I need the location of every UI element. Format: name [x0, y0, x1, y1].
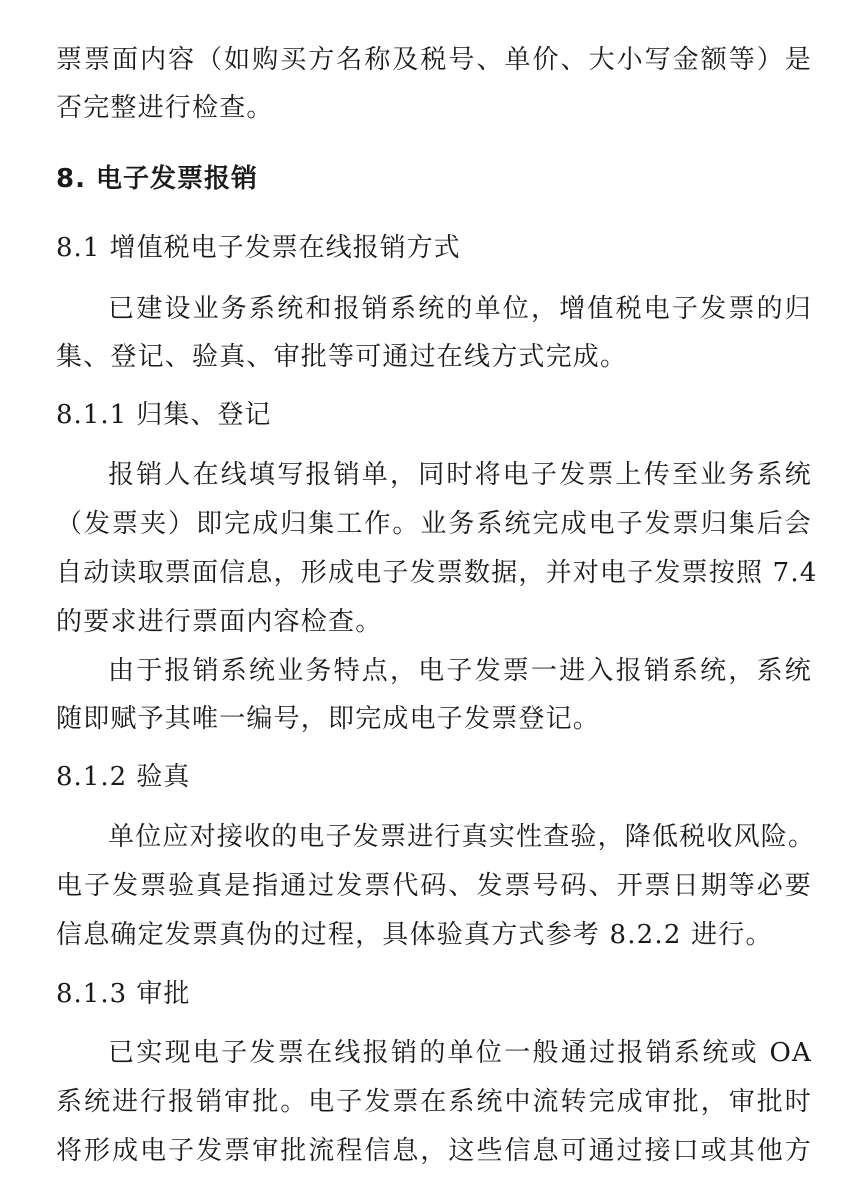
- paragraph-line: 随即赋予其唯一编号，即完成电子发票登记。: [56, 704, 601, 734]
- section-heading-8-1: 8.1 增值税电子发票在线报销方式: [56, 233, 461, 263]
- paragraph-line: 已建设业务系统和报销系统的单位，增值税电子发票的归: [108, 294, 812, 324]
- paragraph-line: 已实现电子发票在线报销的单位一般通过报销系统或 OA: [108, 1038, 812, 1068]
- section-heading-8-1-3: 8.1.3 审批: [56, 979, 191, 1009]
- paragraph-line: 系统进行报销审批。电子发票在系统中流转完成审批，审批时: [56, 1087, 812, 1117]
- paragraph-line: 自动读取票面信息，形成电子发票数据，并对电子发票按照 7.4: [56, 558, 818, 588]
- section-heading-8: 8. 电子发票报销: [56, 164, 259, 194]
- paragraph-line: （发票夹）即完成归集工作。业务系统完成电子发票归集后会: [56, 509, 812, 539]
- paragraph-line: 报销人在线填写报销单，同时将电子发票上传至业务系统: [108, 460, 812, 490]
- paragraph-line: 否完整进行检查。: [56, 93, 274, 123]
- paragraph-line: 信息确定发票真伪的过程，具体验真方式参考 8.2.2 进行。: [56, 920, 773, 950]
- paragraph-line: 的要求进行票面内容检查。: [56, 607, 383, 637]
- section-heading-8-1-1: 8.1.1 归集、登记: [56, 400, 272, 430]
- section-heading-8-1-2: 8.1.2 验真: [56, 762, 191, 792]
- paragraph-line: 电子发票验真是指通过发票代码、发票号码、开票日期等必要: [56, 871, 812, 901]
- paragraph-line: 集、登记、验真、审批等可通过在线方式完成。: [56, 342, 628, 372]
- paragraph-line: 由于报销系统业务特点，电子发票一进入报销系统，系统: [108, 656, 812, 686]
- paragraph-line: 单位应对接收的电子发票进行真实性查验，降低税收风险。: [108, 822, 816, 852]
- paragraph-line: 票票面内容（如购买方名称及税号、单价、大小写金额等）是: [56, 45, 812, 75]
- paragraph-line: 将形成电子发票审批流程信息，这些信息可通过接口或其他方: [56, 1136, 812, 1166]
